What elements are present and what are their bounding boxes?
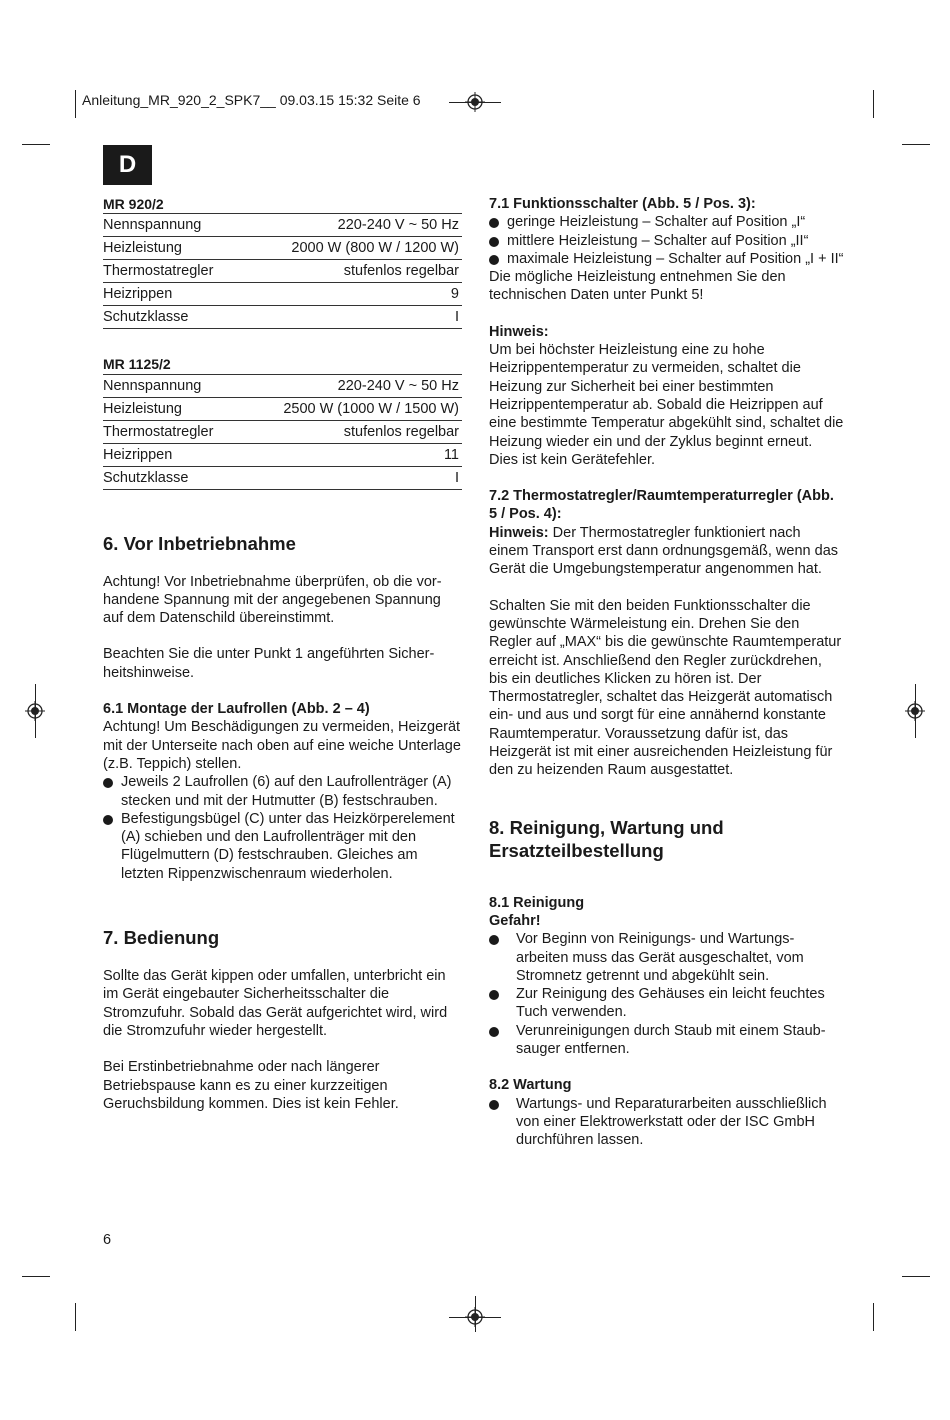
page-number: 6 (103, 1232, 112, 1248)
spec-value: 11 (242, 443, 462, 466)
subsection-heading: 8.1 Reinigung (489, 894, 585, 911)
spec-label: Nennspannung (103, 374, 242, 397)
crop-mark (75, 90, 76, 118)
paragraph: Achtung! Um Beschädigungen zu vermeiden, Heizgerät mit der Unterseite nach oben auf eine weiche Unterlage (z.B. Teppich) stellen. (103, 719, 461, 772)
bullet-list (489, 930, 844, 1058)
paragraph: Achtung! Vor Inbetriebnahme überprüfen, ob die vor- handene Spannung mit der angegebenen Spannung auf dem Datenschild übereinstimmt. (103, 573, 442, 627)
language-badge: D (103, 145, 152, 185)
spec-table (103, 213, 462, 329)
subsection-heading: 8.2 Wartung (489, 1077, 572, 1094)
spec-value: 2000 W (800 W / 1200 W) (246, 237, 462, 260)
subsection-heading: 7.1 Funktionsschalter (Abb. 5 / Pos. 3): (489, 196, 756, 212)
table-row (103, 214, 462, 237)
model-name: MR 1125/2 (103, 356, 171, 373)
spec-value: 220-240 V ~ 50 Hz (246, 214, 462, 237)
spec-value: stufenlos regelbar (242, 420, 462, 443)
warning-label: Gefahr! (489, 912, 541, 929)
spec-label: Nennspannung (103, 214, 246, 237)
section-heading: 8. Reinigung, Wartung und Ersatzteilbestellung (489, 816, 724, 861)
subsection-heading: 6.1 Montage der Laufrollen (Abb. 2 – 4) (103, 701, 370, 718)
spec-label: Heizrippen (103, 283, 246, 306)
crop-mark (475, 1296, 476, 1332)
table-row (103, 420, 462, 443)
table-row (103, 283, 462, 306)
table-row (103, 374, 462, 397)
paragraph: Sollte das Gerät kippen oder umfallen, unterbricht ein im Gerät eingebauter Sicherheitsschalter die Stromzufuhr. Sobald das Gerät aufgerichtet wird, wird die Stromzufuhr wieder hergestellt. (103, 968, 448, 1039)
table-row (103, 443, 462, 466)
crop-mark (449, 102, 501, 103)
list-item: mittlere Heizleistung – Schalter auf Position „II“ (489, 232, 844, 250)
crop-mark (873, 1303, 874, 1331)
paragraph: Beachten Sie die unter Punkt 1 angeführten Sicher- heitshinweise. (103, 646, 435, 681)
left-column (103, 195, 463, 1113)
spec-block-mr920 (103, 195, 463, 329)
crop-mark (75, 1303, 76, 1331)
spec-label: Heizleistung (103, 237, 246, 260)
list-item: Wartungs- und Reparaturarbeiten ausschließlich von einer Elektrowerkstatt oder der ISC GmbH durchführen lassen. (489, 1095, 844, 1150)
spec-value: 9 (246, 283, 462, 306)
spec-label: Thermostatregler (103, 260, 246, 283)
crop-mark (915, 684, 916, 738)
subsection-heading: 7.2 Thermostatregler/Raumtemperaturregler (Abb. 5 / Pos. 4): (489, 488, 834, 523)
note-text: Der Thermostatregler funktioniert nach einem Transport erst dann ordnungsgemäß, wenn das Gerät die Umgebungstemperatur angenommen hat. (489, 524, 839, 578)
list-item: Jeweils 2 Laufrollen (6) auf den Laufrollenträger (A) stecken und mit der Hutmutter (B) festschrauben. (103, 773, 463, 810)
paragraph: Die mögliche Heizleistung entnehmen Sie den technischen Daten unter Punkt 5! (489, 269, 786, 304)
spec-value: I (242, 466, 462, 489)
note-label: Hinweis: (489, 524, 549, 541)
crop-mark (22, 144, 50, 145)
table-row (103, 306, 462, 329)
list-item: geringe Heizleistung – Schalter auf Position „I“ (489, 213, 844, 231)
crop-mark (35, 684, 36, 738)
spec-table (103, 374, 462, 490)
paragraph: Bei Erstinbetriebnahme oder nach längerer Betriebspause kann es zu einer kurzzeitigen Geruchsbildung kommen. Dies ist kein Fehler. (103, 1059, 399, 1112)
list-item: Verunreinigungen durch Staub mit einem Staub- sauger entfernen. (489, 1022, 844, 1059)
spec-label: Heizrippen (103, 443, 242, 466)
list-item: Befestigungsbügel (C) unter das Heizkörperelement (A) schieben und den Laufrollenträger mit den Flügelmuttern (D) festschrauben. Gleiches am letzten Rippenzwischenraum wiederholen. (103, 810, 463, 883)
paragraph (489, 524, 844, 579)
spec-label: Schutzklasse (103, 306, 246, 329)
bullet-list (103, 773, 463, 883)
table-row (103, 237, 462, 260)
spec-block-mr1125 (103, 355, 463, 489)
table-row (103, 397, 462, 420)
spec-value: stufenlos regelbar (246, 260, 462, 283)
section-heading: 6. Vor Inbetriebnahme (103, 532, 296, 554)
bullet-list (489, 1095, 844, 1150)
section-heading: 7. Bedienung (103, 927, 220, 949)
crop-mark (22, 1276, 50, 1277)
note-label: Hinweis: (489, 323, 549, 340)
model-name: MR 920/2 (103, 196, 164, 212)
list-item: Vor Beginn von Reinigungs- und Wartungs- arbeiten muss das Gerät ausgeschaltet, vom Stromnetz getrennt und abgekühlt sein. (489, 930, 844, 985)
spec-value: 2500 W (1000 W / 1500 W) (242, 397, 462, 420)
right-column (489, 195, 844, 1149)
crop-mark (873, 90, 874, 118)
list-item: Zur Reinigung des Gehäuses ein leicht feuchtes Tuch verwenden. (489, 985, 844, 1022)
table-row (103, 260, 462, 283)
spec-value: 220-240 V ~ 50 Hz (242, 374, 462, 397)
spec-label: Heizleistung (103, 397, 242, 420)
bullet-list (489, 213, 844, 268)
crop-mark (902, 1276, 930, 1277)
spec-label: Thermostatregler (103, 420, 242, 443)
print-slug: Anleitung_MR_920_2_SPK7__ 09.03.15 15:32 Seite 6 (82, 92, 421, 108)
paragraph: Um bei höchster Heizleistung eine zu hohe Heizrippentemperatur zu vermeiden, schaltet die Heizung zur Sicherheit bei einer bestimmten Heizrippentemperatur ab. Sobald die Heizrippen auf eine bestimmte Temperatur abgekühlt sind, schaltet die Heizung wieder ein und der Zyklus beginnt erneut. Dies ist kein Gerätefehler. (489, 342, 844, 468)
crop-mark (902, 144, 930, 145)
spec-label: Schutzklasse (103, 466, 242, 489)
spec-value: I (246, 306, 462, 329)
paragraph: Schalten Sie mit den beiden Funktionsschalter die gewünschte Wärmeleistung ein. Drehen Sie den Regler auf „MAX“ bis die gewünschte Raumtemperatur erreicht ist. Anschließend den Regler zurückdrehen, bis ein deutliches Klicken zu hören ist. Der Thermostatregler, schaltet das Heizgerät automatisch ein- und aus und sorgt für eine annähernd konstante Raumtemperatur. Voraussetzung dafür ist, das Heizgerät ist mit einer ausreichenden Heizleistung für den zu heizenden Raum ausgestattet. (489, 597, 842, 779)
list-item: maximale Heizleistung – Schalter auf Position „I + II“ (489, 250, 844, 268)
table-row (103, 466, 462, 489)
